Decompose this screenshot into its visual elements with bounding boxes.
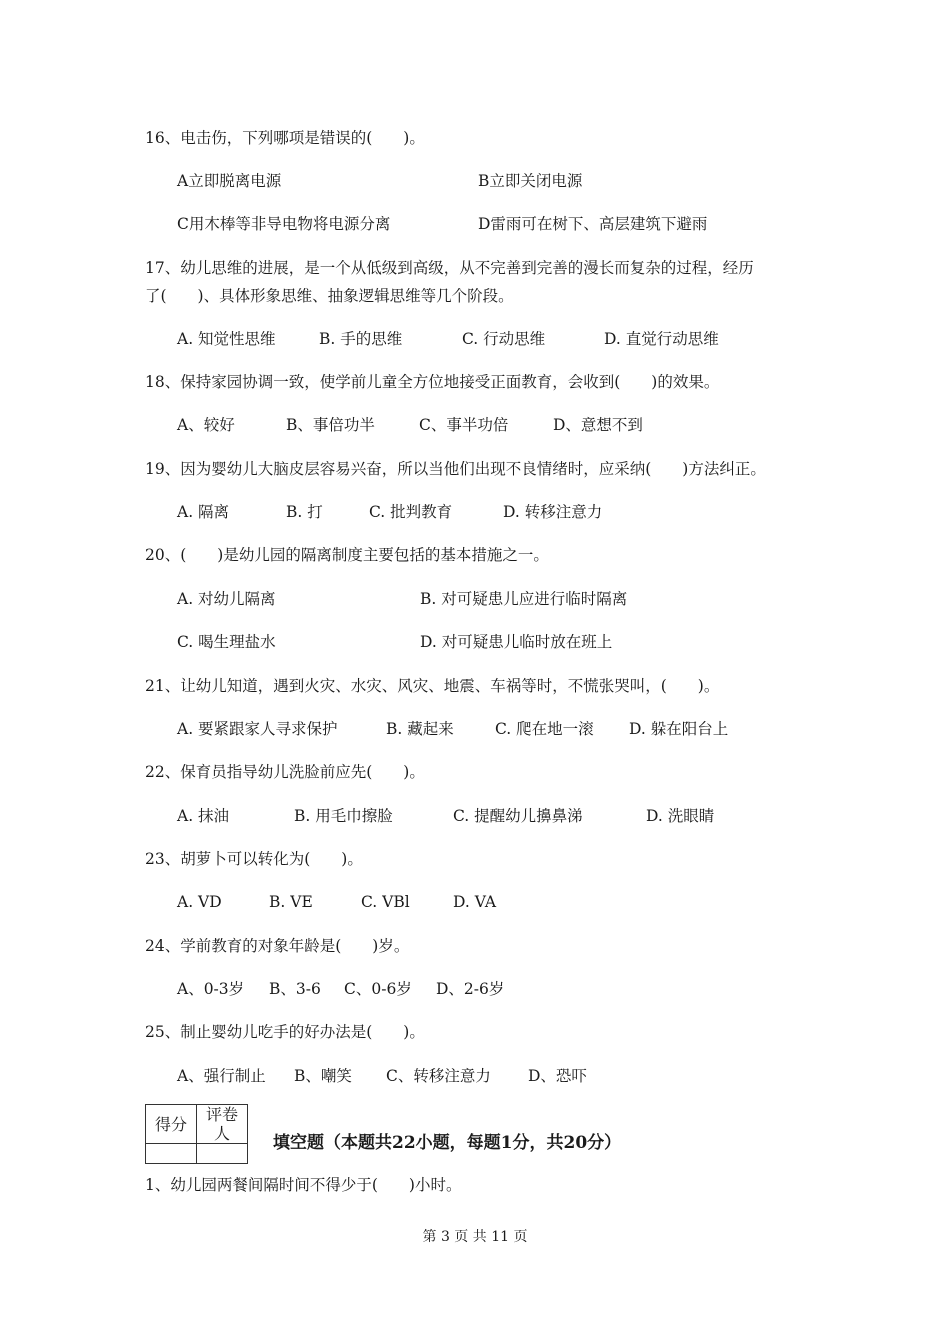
question-22-text: 22、保育员指导幼儿洗脸前应先( )。	[145, 763, 425, 781]
score-label: 得分	[146, 1105, 197, 1144]
question-17-option-c: C. 行动思维	[462, 330, 546, 348]
question-17-option-b: B. 手的思维	[319, 330, 403, 348]
question-16-option-a: A立即脱离电源	[177, 172, 282, 190]
question-20-option-a: A. 对幼儿隔离	[177, 590, 276, 608]
question-21-option-b: B. 藏起来	[386, 720, 454, 738]
question-18-option-d: D、意想不到	[553, 416, 643, 434]
question-17-text-cont: 了( )、具体形象思维、抽象逻辑思维等几个阶段。	[145, 287, 514, 305]
question-16-option-d: D雷雨可在树下、高层建筑下避雨	[478, 215, 708, 233]
page-footer: 第 3 页 共 11 页	[422, 1229, 528, 1245]
question-21-option-d: D. 躲在阳台上	[629, 720, 729, 738]
question-16-text: 16、电击伤，下列哪项是错误的( )。	[145, 129, 425, 147]
score-cell	[146, 1144, 197, 1164]
question-17-option-a: A. 知觉性思维	[177, 330, 276, 348]
question-20-text: 20、( )是幼儿园的隔离制度主要包括的基本措施之一。	[145, 546, 549, 564]
question-24-text: 24、学前教育的对象年龄是( )岁。	[145, 937, 410, 955]
question-23-option-b: B. VE	[269, 893, 313, 911]
question-24-option-d: D、2-6岁	[436, 980, 505, 998]
question-16-option-c: C用木棒等非导电物将电源分离	[177, 215, 391, 233]
question-23-text: 23、胡萝卜可以转化为( )。	[145, 850, 363, 868]
question-22-option-c: C. 提醒幼儿擤鼻涕	[453, 807, 583, 825]
question-21-option-c: C. 爬在地一滚	[495, 720, 594, 738]
question-25-option-b: B、嘲笑	[294, 1067, 352, 1085]
fill-question-1-text: 1、幼儿园两餐间隔时间不得少于( )小时。	[145, 1176, 462, 1194]
question-19-text: 19、因为婴幼儿大脑皮层容易兴奋，所以当他们出现不良情绪时，应采纳( )方法纠正。	[145, 460, 766, 478]
question-23-option-d: D. VA	[453, 893, 497, 911]
question-16-option-b: B立即关闭电源	[478, 172, 583, 190]
question-20-option-b: B. 对可疑患儿应进行临时隔离	[420, 590, 628, 608]
question-24-option-c: C、0-6岁	[344, 980, 412, 998]
question-25-option-d: D、恐吓	[528, 1067, 587, 1085]
question-20-option-c: C. 喝生理盐水	[177, 633, 276, 651]
question-23-option-a: A. VD	[177, 893, 222, 911]
question-25-text: 25、制止婴幼儿吃手的好办法是( )。	[145, 1023, 425, 1041]
question-18-option-b: B、事倍功半	[286, 416, 375, 434]
question-21-text: 21、让幼儿知道，遇到火灾、水灾、风灾、地震、车祸等时，不慌张哭叫，( )。	[145, 677, 720, 695]
question-22-option-a: A. 抹油	[177, 807, 230, 825]
question-24-option-a: A、0-3岁	[177, 980, 245, 998]
question-23-option-c: C. VBl	[361, 893, 410, 911]
question-22-option-b: B. 用毛巾擦脸	[294, 807, 393, 825]
question-25-option-c: C、转移注意力	[386, 1067, 491, 1085]
question-21-option-a: A. 要紧跟家人寻求保护	[177, 720, 338, 738]
score-box	[145, 1104, 248, 1164]
question-18-option-c: C、事半功倍	[419, 416, 509, 434]
question-19-option-a: A. 隔离	[177, 503, 230, 521]
question-17-option-d: D. 直觉行动思维	[604, 330, 719, 348]
question-25-option-a: A、强行制止	[177, 1067, 266, 1085]
question-18-option-a: A、较好	[177, 416, 235, 434]
question-18-text: 18、保持家园协调一致，使学前儿童全方位地接受正面教育，会收到( )的效果。	[145, 373, 720, 391]
question-20-option-d: D. 对可疑患儿临时放在班上	[420, 633, 613, 651]
question-22-option-d: D. 洗眼睛	[646, 807, 715, 825]
question-19-option-d: D. 转移注意力	[503, 503, 603, 521]
section-title: 填空题（本题共22小题，每题1分，共20分）	[273, 1133, 622, 1153]
grader-label: 评卷人	[197, 1105, 248, 1144]
grader-cell	[197, 1144, 248, 1164]
question-17-text: 17、幼儿思维的进展，是一个从低级到高级，从不完善到完善的漫长而复杂的过程，经历	[145, 259, 754, 277]
question-24-option-b: B、3-6	[269, 980, 321, 998]
question-19-option-b: B. 打	[286, 503, 323, 521]
question-19-option-c: C. 批判教育	[369, 503, 453, 521]
